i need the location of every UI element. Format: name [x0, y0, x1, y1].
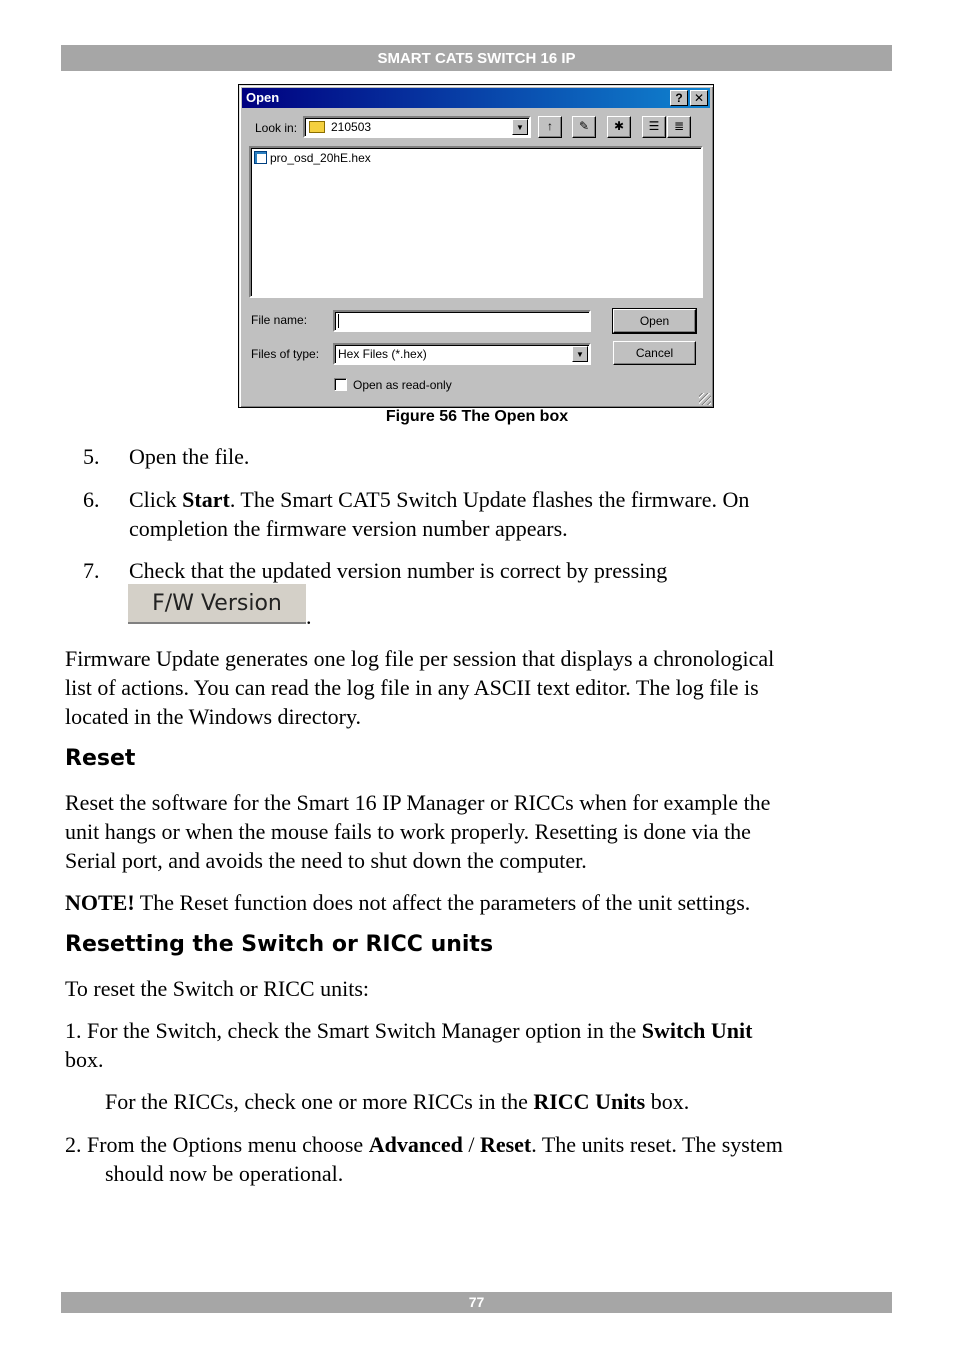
- step-number: 5.: [83, 444, 100, 469]
- step-text: Open the file.: [129, 444, 250, 469]
- file-list[interactable]: [249, 146, 703, 298]
- list-item-1: 1. For the Switch, check the Smart Switch Manager option in the Switch Unit box.: [65, 1018, 753, 1072]
- chevron-down-icon[interactable]: ▼: [572, 346, 588, 362]
- resize-grip-icon[interactable]: [699, 393, 711, 405]
- file-name: pro_osd_20hE.hex: [270, 151, 371, 165]
- files-of-type-value: Hex Files (*.hex): [338, 347, 427, 361]
- open-dialog: [238, 84, 714, 408]
- folder-icon: [309, 121, 325, 133]
- note-paragraph: NOTE! The Reset function does not affect the parameters of the unit settings.: [65, 890, 751, 915]
- help-button[interactable]: ?: [670, 90, 688, 106]
- text-cursor-icon: [338, 314, 339, 328]
- look-in-label: Look in:: [255, 121, 298, 135]
- look-in-value: 210503: [331, 120, 372, 134]
- fw-period: .: [306, 604, 312, 629]
- up-folder-icon[interactable]: ↑: [538, 116, 562, 138]
- page-number: 77: [61, 1292, 892, 1313]
- open-button[interactable]: Open: [613, 309, 696, 333]
- chevron-down-icon[interactable]: ▼: [512, 119, 528, 135]
- file-name-input[interactable]: [333, 310, 591, 332]
- log-paragraph: Firmware Update generates one log file per session that displays a chronological list of actions. You can read the log file in any ASCII text editor. The log file is located in the Windows directory.: [65, 646, 775, 729]
- new-folder-icon[interactable]: ✱: [607, 116, 631, 138]
- desktop-icon[interactable]: ✎: [572, 116, 596, 138]
- list-item[interactable]: [254, 151, 371, 165]
- file-name-label: File name:: [251, 313, 308, 327]
- read-only-label: Open as read-only: [353, 378, 452, 392]
- intro-paragraph: To reset the Switch or RICC units:: [65, 976, 369, 1001]
- files-of-type-dropdown[interactable]: [333, 343, 591, 365]
- figure-caption: Figure 56 The Open box: [385, 408, 569, 425]
- step-text: Click Start. The Smart CAT5 Switch Update flashes the firmware. On completion the firmware version number appears.: [129, 487, 750, 541]
- fw-version-button[interactable]: F/W Version: [128, 584, 306, 624]
- page-header: SMART CAT5 SWITCH 16 IP: [61, 45, 892, 71]
- step-number: 7.: [83, 558, 100, 583]
- look-in-dropdown[interactable]: [303, 116, 531, 138]
- step-text: Check that the updated version number is correct by pressing: [129, 558, 668, 583]
- list-item-2: 2. From the Options menu choose Advanced / Reset. The units reset. The system should now be operational.: [65, 1132, 783, 1186]
- details-view-icon[interactable]: ≣: [667, 116, 691, 138]
- hex-file-icon: [254, 151, 267, 164]
- heading-resetting: Resetting the Switch or RICC units: [65, 932, 494, 957]
- cancel-button[interactable]: Cancel: [613, 341, 696, 365]
- reset-paragraph: Reset the software for the Smart 16 IP Manager or RICCs when for example the unit hangs or when the mouse fails to work properly. Resetting is done via the Serial port, and avoids the need to shut down the computer.: [65, 790, 771, 873]
- dialog-title: Open: [246, 90, 280, 105]
- list-view-icon[interactable]: ☰: [642, 116, 666, 138]
- step-number: 6.: [83, 487, 100, 512]
- dialog-titlebar: [242, 88, 710, 108]
- close-button[interactable]: ✕: [690, 90, 708, 106]
- heading-reset: Reset: [65, 746, 136, 771]
- list-item-1b: For the RICCs, check one or more RICCs in the RICC Units box.: [105, 1089, 690, 1114]
- files-of-type-label: Files of type:: [251, 347, 320, 361]
- read-only-checkbox[interactable]: [334, 378, 347, 391]
